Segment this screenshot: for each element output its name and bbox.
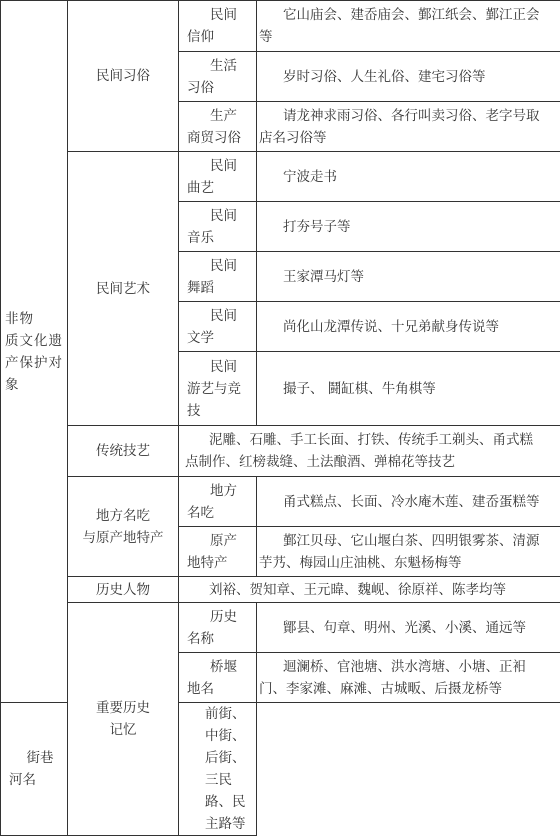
- subcategory-cell: [179, 352, 257, 426]
- subcategory-line: 地特产: [187, 552, 252, 574]
- items-line: 撮子、 鬪缸棋、牛角棋等: [283, 378, 556, 400]
- items-cell: [257, 1, 560, 52]
- items-cell: [257, 52, 560, 102]
- subcategory-line: 舞蹈: [187, 277, 252, 299]
- subcategory-cell: [179, 152, 257, 202]
- root-category-cell: [1, 1, 68, 703]
- category-label-line: 与原产地特产: [68, 527, 178, 549]
- subcategory-line: 习俗: [187, 77, 252, 99]
- subcategory-cell: [179, 603, 257, 653]
- subcategory-cell: [179, 527, 257, 577]
- items-cell: [257, 477, 560, 527]
- items-line: 请龙神求雨习俗、各行叫卖习俗、老字号取: [283, 105, 556, 127]
- subcategory-line: 商贸习俗: [187, 127, 252, 149]
- items-cell: [257, 152, 560, 202]
- items-line: 芋艿、梅园山庄油桃、东魁杨梅等: [259, 552, 556, 574]
- subcategory-line: 游艺与竞: [187, 378, 252, 400]
- items-line: 迴澜桥、官池塘、洪水湾塘、小塘、正衵: [283, 656, 556, 678]
- category-label: 传统技艺: [96, 443, 150, 459]
- items-cell: [257, 302, 560, 352]
- items-cell: [257, 252, 560, 302]
- items-cell: [257, 603, 560, 653]
- items-cell: [257, 102, 560, 152]
- subcategory-line: 民间: [187, 255, 252, 277]
- subcategory-line: 原产: [187, 530, 252, 552]
- items-line: 刘裕、贺知章、王元暐、魏岘、徐原祥、陈孝均等: [209, 582, 506, 598]
- items-line: 岁时习俗、人生礼俗、建宅习俗等: [283, 66, 556, 88]
- items-cell: [257, 527, 560, 577]
- category-folk-arts: [68, 152, 179, 426]
- items-line: 门、李家滩、麻滩、古城畈、后摄龙桥等: [259, 678, 556, 700]
- items-cell: [257, 653, 560, 703]
- items-cell: [257, 352, 560, 426]
- items-line: 打夯号子等: [283, 216, 556, 238]
- items-line: 王家潭马灯等: [283, 266, 556, 288]
- subcategory-line: 民间: [187, 205, 252, 227]
- items-cell: [179, 426, 560, 477]
- subcategory-line: 音乐: [187, 227, 252, 249]
- subcategory-line: 桥堰: [187, 656, 252, 678]
- subcategory-line: 文学: [187, 327, 252, 349]
- subcategory-line: 河名: [9, 769, 63, 791]
- items-line: 鄮县、句章、明州、光溪、小溪、通远等: [283, 617, 556, 639]
- subcategory-cell: [179, 477, 257, 527]
- items-line: 等: [259, 26, 556, 48]
- items-line: 尚化山龙潭传说、十兄弟献身传说等: [283, 316, 556, 338]
- subcategory-line: 街巷: [9, 747, 63, 769]
- subcategory-line: 地方: [187, 480, 252, 502]
- root-label-line: 象: [5, 377, 20, 393]
- subcategory-cell: [179, 653, 257, 703]
- subcategory-line: 技: [187, 400, 252, 422]
- subcategory-cell: [179, 1, 257, 52]
- subcategory-line: 民间: [187, 4, 252, 26]
- items-line: 前街、中街、后街、三民路、民主路等: [205, 703, 252, 835]
- category-label-line: 重要历史: [68, 697, 178, 719]
- category-folk-customs: [68, 1, 179, 152]
- subcategory-cell: [1, 703, 68, 836]
- category-label: 民间习俗: [96, 68, 150, 84]
- subcategory-line: 名称: [187, 628, 252, 650]
- subcategory-line: 历史: [187, 606, 252, 628]
- root-label-line: 质文化遗: [5, 333, 63, 349]
- subcategory-line: 民间: [187, 155, 252, 177]
- subcategory-cell: [179, 202, 257, 252]
- subcategory-line: 信仰: [187, 26, 252, 48]
- items-line: 点制作、红榜裁缝、土法酿酒、弹棉花等技艺: [185, 451, 554, 473]
- subcategory-cell: [179, 302, 257, 352]
- category-label: 民间艺术: [96, 281, 150, 297]
- subcategory-line: 曲艺: [187, 177, 252, 199]
- items-line: 甬式糕点、长面、冷水庵木莲、建岙蛋糕等: [283, 491, 556, 513]
- subcategory-line: 民间: [187, 356, 252, 378]
- subcategory-cell: [179, 252, 257, 302]
- category-label: 历史人物: [96, 582, 150, 598]
- category-traditional-crafts: [68, 426, 179, 477]
- items-line: 泥雕、石雕、手工长面、打铁、传统手工剃头、甬式糕: [209, 429, 554, 451]
- subcategory-line: 名吃: [187, 502, 252, 524]
- root-label-line: 非物: [5, 311, 34, 327]
- subcategory-line: 生产: [187, 105, 252, 127]
- category-label-line: 记忆: [68, 719, 178, 741]
- subcategory-line: 地名: [187, 678, 252, 700]
- items-line: 鄞江贝母、它山堰白茶、四明银雾茶、清源: [283, 530, 556, 552]
- items-line: 店名习俗等: [259, 127, 556, 149]
- subcategory-cell: [179, 102, 257, 152]
- category-local-food-specialties: [68, 477, 179, 577]
- subcategory-line: 生活: [187, 55, 252, 77]
- category-historical-memory: [68, 603, 179, 836]
- items-line: 它山庙会、建岙庙会、鄞江纸会、鄞江正会: [283, 4, 556, 26]
- root-label-line: 产保护对: [5, 355, 63, 371]
- items-cell: [179, 703, 257, 836]
- category-historical-figures: [68, 577, 179, 603]
- subcategory-cell: [179, 52, 257, 102]
- items-cell: [179, 577, 560, 603]
- items-line: 宁波走书: [283, 166, 556, 188]
- items-cell: [257, 202, 560, 252]
- subcategory-line: 民间: [187, 305, 252, 327]
- category-label-line: 地方名吃: [68, 505, 178, 527]
